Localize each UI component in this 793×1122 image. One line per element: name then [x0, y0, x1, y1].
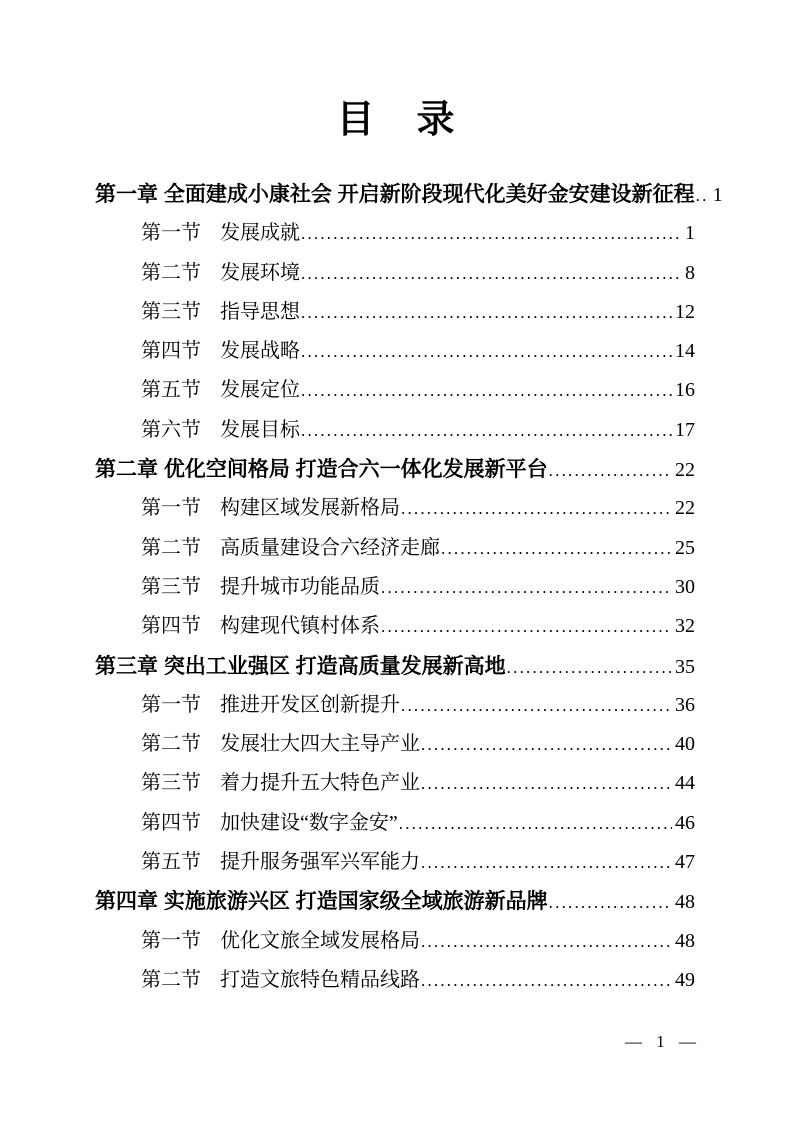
- toc-section-entry: [95, 411, 695, 450]
- chapter-page-number: 48: [675, 891, 695, 914]
- section-page-number: 44: [675, 772, 695, 795]
- dot-leader: [401, 489, 672, 528]
- dot-leader: [381, 568, 672, 607]
- section-page-number: 16: [675, 379, 695, 402]
- section-page-number: 1: [685, 222, 695, 245]
- dot-leader: [441, 529, 672, 568]
- toc-section-entry: [95, 922, 695, 961]
- toc-section-entry: [95, 371, 695, 410]
- section-title: 加快建设“数字金安”: [220, 811, 398, 834]
- dot-leader: [421, 961, 672, 1000]
- toc-section-entry: [95, 843, 695, 882]
- section-title: 提升城市功能品质: [220, 575, 380, 598]
- toc-chapter-entry: [95, 175, 723, 214]
- dot-leader: [421, 725, 672, 764]
- section-number: 第四节: [141, 615, 201, 638]
- section-title: 优化文旅全域发展格局: [220, 929, 420, 952]
- section-page-number: 40: [675, 733, 695, 756]
- dot-leader: [421, 843, 672, 882]
- toc-section-entry: [95, 804, 695, 843]
- section-title: 推进开发区创新提升: [220, 693, 400, 716]
- toc-section-entry: [95, 529, 695, 568]
- toc-section-entry: [95, 214, 695, 253]
- chapter-label: 第一章 全面建成小康社会 开启新阶段现代化美好金安建设新征程: [95, 183, 695, 206]
- section-number: 第一节: [141, 693, 201, 716]
- chapter-page-number: 35: [675, 655, 695, 678]
- section-page-number: 17: [675, 418, 695, 441]
- toc-section-entry: [95, 764, 695, 803]
- dot-leader: [381, 607, 672, 646]
- dot-leader: [507, 648, 672, 687]
- dot-leader: [421, 922, 672, 961]
- section-number: 第一节: [141, 222, 201, 245]
- dot-leader: [301, 332, 672, 371]
- section-page-number: 14: [675, 340, 695, 363]
- dot-leader: [696, 176, 710, 215]
- toc-section-entry: [95, 725, 695, 764]
- section-page-number: 12: [675, 300, 695, 323]
- dot-leader: [401, 686, 672, 725]
- toc-section-entry: [95, 607, 695, 646]
- section-page-number: 48: [675, 929, 695, 952]
- section-title: 构建区域发展新格局: [220, 497, 400, 520]
- section-title: 发展环境: [220, 261, 300, 284]
- section-number: 第三节: [141, 300, 201, 323]
- chapter-label: 第二章 优化空间格局 打造合六一体化发展新平台: [95, 458, 548, 482]
- section-title: 提升服务强军兴军能力: [220, 851, 420, 874]
- section-page-number: 36: [675, 693, 695, 716]
- dot-leader: [549, 451, 672, 490]
- section-page-number: 22: [675, 497, 695, 520]
- toc-section-entry: [95, 254, 695, 293]
- toc-chapter-entry: [95, 450, 695, 489]
- dot-leader: [421, 764, 672, 803]
- section-title: 发展壮大四大主导产业: [220, 733, 420, 756]
- dot-leader: [301, 214, 682, 253]
- dot-leader: [301, 254, 682, 293]
- toc-section-entry: [95, 961, 695, 1000]
- chapter-page-number: 22: [675, 459, 695, 482]
- dot-leader: [399, 804, 672, 843]
- section-number: 第四节: [141, 340, 201, 363]
- toc-chapter-entry: [95, 647, 695, 686]
- section-number: 第二节: [141, 261, 201, 284]
- section-number: 第一节: [141, 929, 201, 952]
- section-number: 第四节: [141, 811, 201, 834]
- section-number: 第五节: [141, 851, 201, 874]
- section-page-number: 47: [675, 851, 695, 874]
- section-number: 第二节: [141, 733, 201, 756]
- section-title: 着力提升五大特色产业: [220, 772, 420, 795]
- dot-leader: [301, 411, 672, 450]
- chapter-page-number: 1: [712, 184, 723, 206]
- section-title: 指导思想: [220, 300, 300, 323]
- section-title: 发展定位: [220, 379, 300, 402]
- section-title: 发展目标: [220, 418, 300, 441]
- toc-section-entry: [95, 568, 695, 607]
- toc-section-entry: [95, 332, 695, 371]
- section-page-number: 25: [675, 536, 695, 559]
- section-number: 第二节: [141, 968, 201, 991]
- footer-page-number: — 1 —: [625, 1032, 701, 1051]
- section-number: 第五节: [141, 379, 201, 402]
- section-page-number: 8: [685, 261, 695, 284]
- toc-section-entry: [95, 293, 695, 332]
- section-number: 第一节: [141, 497, 201, 520]
- section-title: 构建现代镇村体系: [220, 615, 380, 638]
- dot-leader: [301, 293, 672, 332]
- dot-leader: [549, 883, 672, 922]
- section-page-number: 32: [675, 615, 695, 638]
- toc-section-entry: [95, 686, 695, 725]
- section-number: 第三节: [141, 575, 201, 598]
- chapter-label: 第四章 实施旅游兴区 打造国家级全域旅游新品牌: [95, 890, 548, 914]
- section-title: 发展成就: [220, 222, 300, 245]
- section-number: 第三节: [141, 772, 201, 795]
- page-title: 目 录: [336, 99, 457, 141]
- chapter-label: 第三章 突出工业强区 打造高质量发展新高地: [95, 654, 506, 678]
- section-page-number: 30: [675, 575, 695, 598]
- section-number: 第六节: [141, 418, 201, 441]
- section-title: 发展战略: [220, 340, 300, 363]
- section-number: 第二节: [141, 536, 201, 559]
- section-title: 高质量建设合六经济走廊: [220, 536, 440, 559]
- section-page-number: 46: [675, 811, 695, 834]
- toc-section-entry: [95, 489, 695, 528]
- table-of-contents: [0, 175, 793, 1000]
- section-page-number: 49: [675, 968, 695, 991]
- dot-leader: [301, 371, 672, 410]
- toc-chapter-entry: [95, 882, 695, 921]
- section-title: 打造文旅特色精品线路: [220, 968, 420, 991]
